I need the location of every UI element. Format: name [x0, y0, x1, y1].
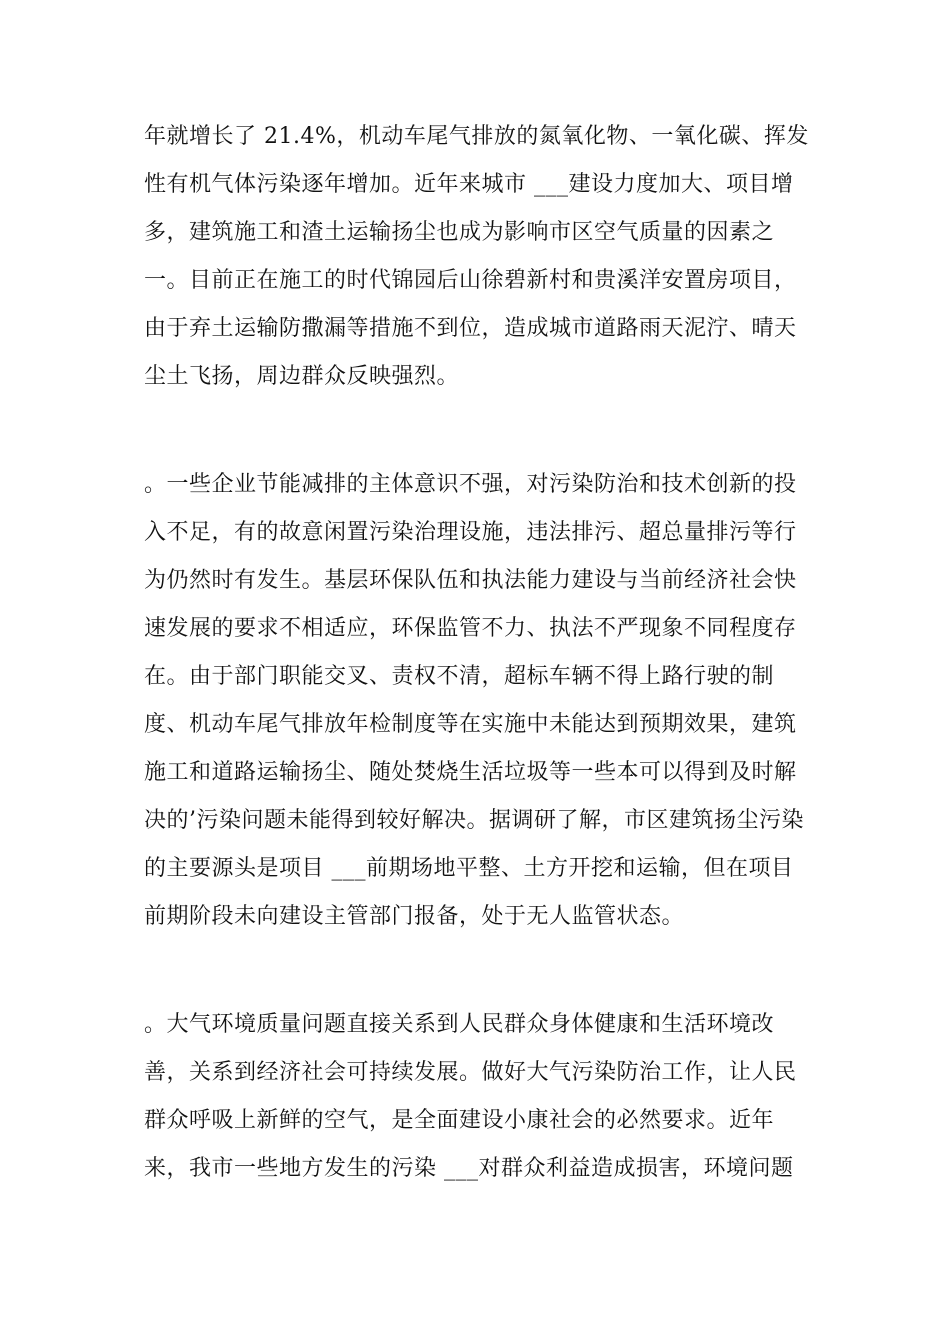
paragraph-line: 前期阶段未向建设主管部门报备，处于无人监管状态。: [144, 904, 685, 929]
paragraph-line: 群众呼吸上新鲜的空气，是全面建设小康社会的必然要求。近年: [144, 1108, 775, 1133]
paragraph-line: 。一些企业节能减排的主体意识不强，对污染防治和技术创新的投: [144, 472, 797, 497]
paragraph-line: 年就增长了 21.4%，机动车尾气排放的氮氧化物、一氧化碳、挥发: [144, 124, 809, 149]
paragraph-line: 尘土飞扬，周边群众反映强烈。: [144, 364, 460, 389]
paragraph-line: 入不足，有的故意闲置污染治理设施，违法排污、超总量排污等行: [144, 520, 797, 545]
paragraph-line: 的主要源头是项目 ___前期场地平整、土方开挖和运输，但在项目: [144, 856, 794, 881]
paragraph-line: 度、机动车尾气排放年检制度等在实施中未能达到预期效果，建筑: [144, 712, 797, 737]
paragraph-line: 一。目前正在施工的时代锦园后山徐碧新村和贵溪洋安置房项目，: [144, 268, 797, 293]
paragraph-line: 速发展的要求不相适应，环保监管不力、执法不严现象不同程度存: [144, 616, 797, 641]
paragraph-line: 善，关系到经济社会可持续发展。做好大气污染防治工作，让人民: [144, 1060, 797, 1085]
paragraph-line: 多，建筑施工和渣土运输扬尘也成为影响市区空气质量的因素之: [144, 220, 775, 245]
paragraph-line: 决的’污染问题未能得到较好解决。据调研了解，市区建筑扬尘污染: [144, 808, 804, 833]
paragraph-line: 来，我市一些地方发生的污染 ___对群众利益造成损害，环境问题: [144, 1156, 794, 1181]
paragraph-line: 在。由于部门职能交叉、责权不清，超标车辆不得上路行驶的制: [144, 664, 775, 689]
paragraph-line: 施工和道路运输扬尘、随处焚烧生活垃圾等一些本可以得到及时解: [144, 760, 797, 785]
paragraph-line: 性有机气体污染逐年增加。近年来城市 ___建设力度加大、项目增: [144, 172, 794, 197]
paragraph-line: 。大气环境质量问题直接关系到人民群众身体健康和生活环境改: [144, 1012, 775, 1037]
paragraph-line: 由于弃土运输防撒漏等措施不到位，造成城市道路雨天泥泞、晴天: [144, 316, 797, 341]
paragraph-line: 为仍然时有发生。基层环保队伍和执法能力建设与当前经济社会快: [144, 568, 797, 593]
